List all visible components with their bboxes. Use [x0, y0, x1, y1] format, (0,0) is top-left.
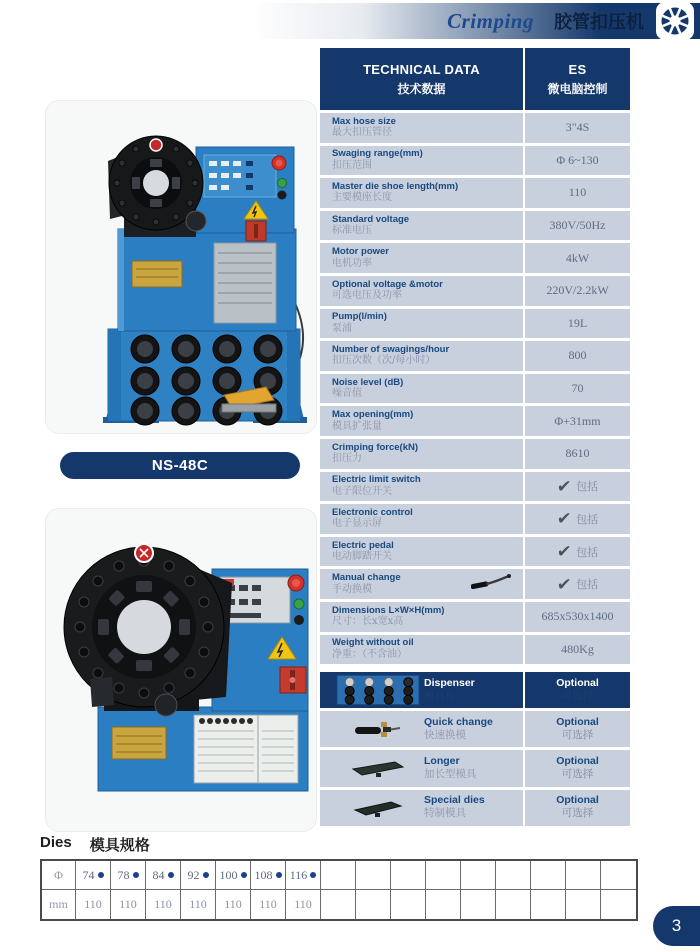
option-label-cell: [320, 790, 523, 826]
option-value-cell: [525, 750, 630, 786]
spec-row: [320, 309, 630, 339]
option-value-cell: [525, 790, 630, 826]
dies-cell-value: 110: [119, 897, 137, 911]
spec-label-cell: [320, 374, 523, 404]
spec-label-cell: [320, 406, 523, 436]
dies-cell: [356, 890, 391, 919]
dies-cell: [566, 890, 601, 919]
option-label-zh: 特制模具: [424, 807, 466, 820]
dies-cell: [286, 861, 321, 890]
dies-cell-value: 78: [117, 867, 130, 882]
spec-row: [320, 406, 630, 436]
spec-row: [320, 243, 630, 273]
long-die-icon: [336, 752, 420, 784]
dies-cell: [321, 861, 356, 890]
header-cell-technical-data: TECHNICAL DATA 技术数据: [320, 48, 523, 110]
dies-cell-value: 110: [189, 897, 207, 911]
spec-label-cell: [320, 309, 523, 339]
spec-value: 70: [571, 381, 584, 396]
dies-cell: [461, 890, 496, 919]
spec-label-en: Electric limit switch: [332, 474, 421, 486]
option-label-cell: [320, 750, 523, 786]
technical-data-table: [320, 48, 630, 664]
spec-row: [320, 439, 630, 469]
die-aperture-icon: [656, 2, 694, 40]
dies-cell: [76, 861, 111, 890]
dies-cell-value: 110: [84, 897, 102, 911]
page-header: [250, 3, 700, 39]
dies-cell: [426, 890, 461, 919]
spec-label-zh: 模具扩张量: [332, 420, 382, 432]
spec-row: [320, 472, 630, 502]
option-label-en: Dispenser: [424, 676, 475, 689]
header-subtitle: 胶管扣压机: [554, 12, 644, 33]
options-row: [320, 711, 630, 747]
option-value-en: Optional: [556, 794, 599, 807]
dies-cell: [391, 861, 426, 890]
spec-label-en: Master die shoe length(mm): [332, 181, 459, 193]
spec-value-cell: [525, 406, 630, 436]
check-icon: ✔: [555, 509, 573, 529]
dies-section-title: Dies 模具规格: [40, 834, 150, 854]
dies-cell: [391, 890, 426, 919]
spec-row: [320, 504, 630, 534]
spec-row: [320, 211, 630, 241]
dies-cell: [111, 861, 146, 890]
dies-cell: [601, 890, 636, 919]
spec-label-cell: [320, 537, 523, 567]
spec-label-en: Crimping force(kN): [332, 441, 419, 453]
dies-cell-value: 74: [82, 867, 95, 882]
spec-label-zh: 可选电压及功率: [332, 290, 402, 302]
option-value-zh: 可选择: [561, 729, 594, 742]
spec-label-cell: [320, 569, 523, 599]
spec-value-cell: [525, 211, 630, 241]
spec-row: [320, 374, 630, 404]
option-label: [424, 794, 485, 821]
spec-label-en: Max opening(mm): [332, 409, 414, 421]
technical-data-header: [320, 48, 630, 110]
options-row: [320, 750, 630, 786]
spec-value-cell: [525, 472, 630, 502]
option-label: [424, 677, 475, 704]
spec-label-en: Optional voltage &motor: [332, 278, 443, 290]
spec-row: [320, 635, 630, 665]
spec-label-zh: 净重：（不含油）: [332, 648, 407, 660]
spec-label-en: Electronic control: [332, 506, 413, 518]
brand-title: Crimping: [447, 8, 534, 33]
dies-cell: [76, 890, 111, 919]
page-number: 3: [653, 906, 700, 946]
option-value-zh: 可选择: [561, 807, 594, 820]
spec-label-cell: [320, 211, 523, 241]
option-label-zh: 模具柜: [424, 689, 456, 702]
option-label-cell: [320, 711, 523, 747]
spec-label-zh: 泵浦: [332, 322, 352, 334]
die-dot-icon: [203, 872, 209, 878]
dies-cell: [426, 861, 461, 890]
option-label: [424, 716, 493, 743]
spec-label-cell: [320, 178, 523, 208]
header-cell-es: ES 微电脑控制: [525, 48, 630, 110]
spec-value: 包括: [576, 512, 599, 526]
dies-cell: [531, 861, 566, 890]
spec-value-cell: [525, 146, 630, 176]
dies-cell-value: 100: [219, 867, 238, 882]
dies-cell: [286, 890, 321, 919]
spec-value-cell: [525, 374, 630, 404]
spec-value: Φ+31mm: [554, 413, 601, 428]
spec-label-cell: [320, 113, 523, 143]
option-label: [424, 755, 477, 782]
spec-row: [320, 569, 630, 599]
spec-row: [320, 178, 630, 208]
spec-label-en: Motor power: [332, 246, 389, 258]
dies-cell: [601, 861, 636, 890]
dies-cell: [566, 861, 601, 890]
spec-value: 4kW: [565, 250, 590, 265]
dies-rack-icon: [336, 674, 420, 706]
dies-row-label: mm: [42, 890, 76, 919]
dies-cell: [111, 890, 146, 919]
die-dot-icon: [310, 872, 316, 878]
spec-label-zh: 电动脚踏开关: [332, 550, 392, 562]
spec-label-zh: 电机功率: [332, 257, 372, 269]
die-dot-icon: [241, 872, 247, 878]
spec-label-cell: [320, 635, 523, 665]
spec-label-cell: [320, 472, 523, 502]
spec-value: Φ 6~130: [556, 152, 599, 167]
die-dot-icon: [133, 872, 139, 878]
spec-value: 8610: [565, 446, 590, 461]
check-icon: ✔: [555, 542, 573, 562]
spec-value-cell: [525, 276, 630, 306]
dies-cell-value: 108: [254, 867, 273, 882]
spec-label-en: Max hose size: [332, 115, 396, 127]
dies-cell: [216, 861, 251, 890]
dies-cell: [251, 890, 286, 919]
product-photo-head-closeup: [45, 508, 317, 832]
spec-label-en: Number of swagings/hour: [332, 344, 450, 355]
spec-value-cell: [525, 309, 630, 339]
option-label-zh: 加长型模具: [424, 768, 477, 781]
dies-row-label: Φ: [42, 861, 76, 890]
dies-cell: [216, 890, 251, 919]
option-label-en: Longer: [424, 755, 460, 768]
option-value-en: Optional: [556, 755, 599, 768]
spec-value-cell: [525, 178, 630, 208]
spec-label-zh: 扣压力: [332, 453, 362, 465]
dies-cell: [181, 890, 216, 919]
spec-value-cell: [525, 439, 630, 469]
option-value-zh: 可选择: [561, 768, 594, 781]
spec-label-zh: 手动换模: [332, 583, 372, 595]
spec-value-cell: [525, 537, 630, 567]
spec-value: 800: [568, 348, 587, 363]
options-row: [320, 672, 630, 708]
spec-label-zh: 扣压次数（次/每小时）: [332, 355, 436, 367]
spec-row: [320, 537, 630, 567]
option-label-cell: [320, 672, 523, 708]
spec-value: 19L: [567, 315, 588, 330]
spec-value: 3"4S: [565, 120, 590, 135]
spec-value: 包括: [576, 578, 599, 592]
option-value-en: Optional: [556, 676, 599, 689]
spec-label-en: Manual change: [332, 572, 401, 584]
die-dot-icon: [276, 872, 282, 878]
spec-label-en: Dimensions L×W×H(mm): [332, 604, 445, 616]
check-icon: ✔: [555, 574, 573, 594]
dies-cell: [321, 890, 356, 919]
dies-cell-value: 110: [294, 897, 312, 911]
spec-label-cell: [320, 439, 523, 469]
options-row: [320, 790, 630, 826]
spec-row: [320, 341, 630, 371]
spec-value-cell: [525, 569, 630, 599]
dies-cell: [251, 861, 286, 890]
dies-cell: [356, 861, 391, 890]
dies-cell: [461, 861, 496, 890]
spec-value-cell: [525, 243, 630, 273]
spec-value: 包括: [576, 545, 599, 559]
quick-change-tool-icon: [336, 713, 420, 745]
spec-label-zh: 扣压范围: [332, 159, 372, 171]
dies-cell: [146, 890, 181, 919]
spec-label-en: Noise level (dB): [332, 376, 404, 388]
spec-label-zh: 电子限位开关: [332, 485, 392, 497]
dies-cell-value: 110: [259, 897, 277, 911]
crank-tool-icon: [471, 574, 513, 595]
option-label-zh: 快速换模: [424, 729, 466, 742]
check-icon: ✔: [555, 476, 573, 496]
spec-value-cell: [525, 113, 630, 143]
spec-value: 110: [568, 185, 587, 200]
spec-label-cell: [320, 504, 523, 534]
dies-cell: [181, 861, 216, 890]
dies-cell: [531, 890, 566, 919]
spec-label-zh: 标准电压: [332, 225, 372, 237]
spec-row: [320, 602, 630, 632]
spec-value-cell: [525, 341, 630, 371]
option-label-en: Quick change: [424, 715, 493, 728]
spec-label-cell: [320, 146, 523, 176]
model-label: NS-48C: [60, 452, 300, 479]
dies-cell-value: 110: [154, 897, 172, 911]
spec-value: 380V/50Hz: [549, 218, 606, 233]
die-dot-icon: [98, 872, 104, 878]
product-photo-full-machine: [45, 100, 317, 434]
dies-cell-value: 116: [289, 867, 308, 882]
special-die-icon: [336, 792, 420, 824]
spec-label-zh: 主要模座长度: [332, 192, 392, 204]
option-value-en: Optional: [556, 715, 599, 728]
option-value-cell: [525, 711, 630, 747]
spec-value-cell: [525, 635, 630, 665]
spec-label-zh: 噪音值: [332, 387, 362, 399]
spec-label-zh: 电子显示屏: [332, 518, 382, 530]
option-label-en: Special dies: [424, 794, 485, 807]
spec-row: [320, 113, 630, 143]
spec-label-cell: [320, 276, 523, 306]
spec-label-en: Pump(l/min): [332, 311, 387, 323]
spec-label-en: Swaging range(mm): [332, 148, 423, 160]
spec-label-en: Electric pedal: [332, 539, 394, 551]
spec-label-zh: 尺寸：长x宽x高: [332, 616, 404, 628]
spec-value-cell: [525, 602, 630, 632]
spec-value: 480Kg: [561, 641, 594, 656]
spec-value: 包括: [576, 480, 599, 494]
option-value-cell: [525, 672, 630, 708]
die-dot-icon: [168, 872, 174, 878]
dies-spec-table: [40, 859, 638, 921]
dies-cell-value: 110: [224, 897, 242, 911]
spec-label-en: Weight without oil: [332, 637, 414, 649]
spec-label-zh: 最大扣压管径: [332, 127, 392, 139]
spec-row: [320, 146, 630, 176]
options-table: [320, 672, 630, 826]
spec-value: 220V/2.2kW: [546, 283, 609, 298]
dies-cell-value: 92: [187, 867, 200, 882]
option-value-zh: 可选择: [561, 689, 594, 702]
dies-cell: [146, 861, 181, 890]
spec-value-cell: [525, 504, 630, 534]
dies-cell: [496, 861, 531, 890]
spec-label-cell: [320, 341, 523, 371]
spec-label-en: Standard voltage: [332, 213, 410, 225]
dies-cell-value: 84: [152, 867, 165, 882]
spec-label-cell: [320, 243, 523, 273]
spec-row: [320, 276, 630, 306]
spec-value: 685x530x1400: [541, 609, 614, 624]
spec-label-cell: [320, 602, 523, 632]
dies-cell: [496, 890, 531, 919]
